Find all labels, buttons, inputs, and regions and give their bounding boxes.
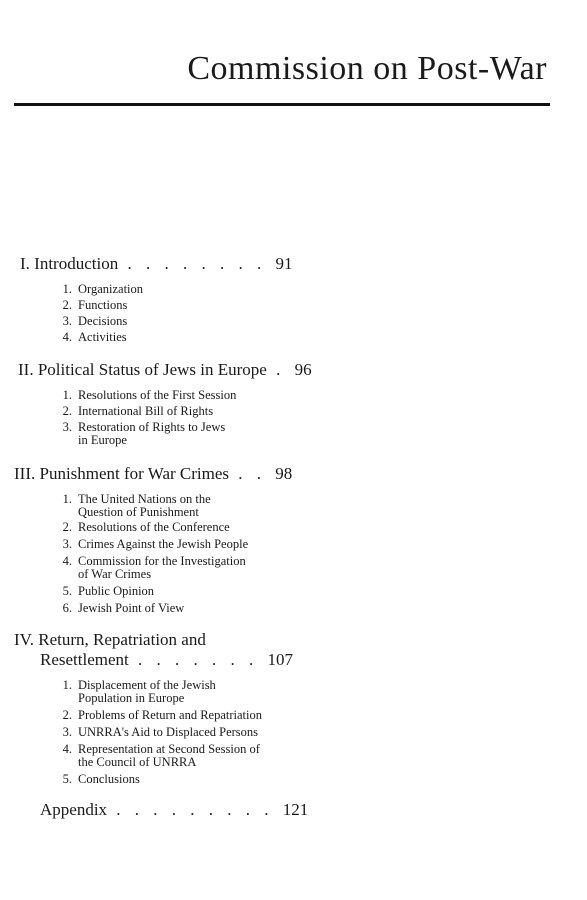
toc-page-number: 121 [282, 800, 309, 819]
leader-dots: . . . . . . . . . [107, 800, 283, 819]
toc-item [52, 601, 184, 615]
toc-item [52, 330, 127, 344]
toc-page-number: 91 [275, 254, 293, 273]
item-text: Resolutions of the Conference [78, 520, 230, 534]
item-number: 4. [62, 330, 72, 344]
item-number: 1. [62, 492, 72, 506]
item-number: 1. [62, 282, 72, 296]
leader-dots: . [266, 360, 295, 379]
toc-item-continuation: Question of Punishment [78, 505, 199, 519]
item-number: 3. [62, 314, 72, 328]
toc-item [52, 404, 213, 418]
item-number: 2. [62, 520, 72, 534]
toc-item [52, 537, 248, 551]
item-number: 1. [62, 678, 72, 692]
page-title: Commission on Post-War [187, 50, 547, 87]
toc-item [52, 725, 258, 739]
item-text: UNRRA's Aid to Displaced Persons [78, 725, 259, 739]
toc-section-3 [14, 464, 292, 484]
toc-item [52, 584, 154, 598]
title-rule [14, 103, 550, 106]
toc-item-continuation: the Council of UNRRA [78, 755, 197, 769]
toc-section-4 [14, 630, 206, 650]
item-number: 5. [62, 772, 72, 786]
item-number: 3. [62, 725, 72, 739]
item-text: Organization [78, 282, 144, 296]
item-number: 4. [62, 742, 72, 756]
toc-section-label: II. Political Status of Jews in Europe [18, 360, 267, 379]
item-text: The United Nations on the [78, 492, 211, 506]
toc-section-2 [18, 360, 312, 380]
toc-item [52, 388, 236, 402]
toc-item-continuation: Population in Europe [78, 691, 185, 705]
item-text: Activities [78, 330, 127, 344]
item-number: 1. [62, 388, 72, 402]
toc-page-number: 96 [294, 360, 312, 379]
toc-item [52, 298, 127, 312]
toc-item [52, 742, 260, 756]
toc-item-continuation: of War Crimes [78, 567, 152, 581]
item-text: Commission for the Investigation [78, 554, 246, 568]
toc-item-continuation: in Europe [78, 433, 127, 447]
item-text: International Bill of Rights [78, 404, 214, 418]
toc-section-4-line2 [40, 650, 293, 670]
toc-section-label: Appendix [40, 800, 108, 819]
item-text: Restoration of Rights to Jews [78, 420, 226, 434]
item-text: Problems of Return and Repatriation [78, 708, 262, 722]
item-text: Conclusions [78, 772, 140, 786]
toc-page-number: 98 [275, 464, 293, 483]
item-number: 3. [62, 537, 72, 551]
toc-item [52, 492, 211, 506]
item-number: 5. [62, 584, 72, 598]
item-number: 2. [62, 708, 72, 722]
toc-item [52, 708, 262, 722]
item-number: 2. [62, 404, 72, 418]
toc-section-label-continuation: Resettlement [40, 650, 129, 669]
toc-page-number: 107 [267, 650, 294, 669]
toc-section-label: IV. Return, Repatriation and [14, 630, 206, 649]
toc-section-1 [20, 254, 292, 274]
toc-item [52, 420, 225, 434]
toc-item [52, 678, 216, 692]
item-text: Resolutions of the First Session [78, 388, 237, 402]
item-text: Displacement of the Jewish [78, 678, 216, 692]
leader-dots: . . . . . . . [128, 650, 268, 669]
item-text: Crimes Against the Jewish People [78, 537, 249, 551]
toc-item [52, 314, 127, 328]
toc-section-label: I. Introduction [20, 254, 119, 273]
item-number: 3. [62, 420, 72, 434]
item-number: 6. [62, 601, 72, 615]
item-text: Jewish Point of View [78, 601, 185, 615]
toc-item [52, 282, 143, 296]
toc-item [52, 772, 140, 786]
toc-item [52, 520, 230, 534]
item-text: Public Opinion [78, 584, 155, 598]
item-number: 4. [62, 554, 72, 568]
item-text: Decisions [78, 314, 128, 328]
leader-dots: . . . . . . . . [118, 254, 276, 273]
item-number: 2. [62, 298, 72, 312]
leader-dots: . . [229, 464, 276, 483]
toc-appendix [40, 800, 308, 820]
toc-section-label: III. Punishment for War Crimes [14, 464, 230, 483]
item-text: Functions [78, 298, 128, 312]
toc-item [52, 554, 246, 568]
item-text: Representation at Second Session of [78, 742, 260, 756]
